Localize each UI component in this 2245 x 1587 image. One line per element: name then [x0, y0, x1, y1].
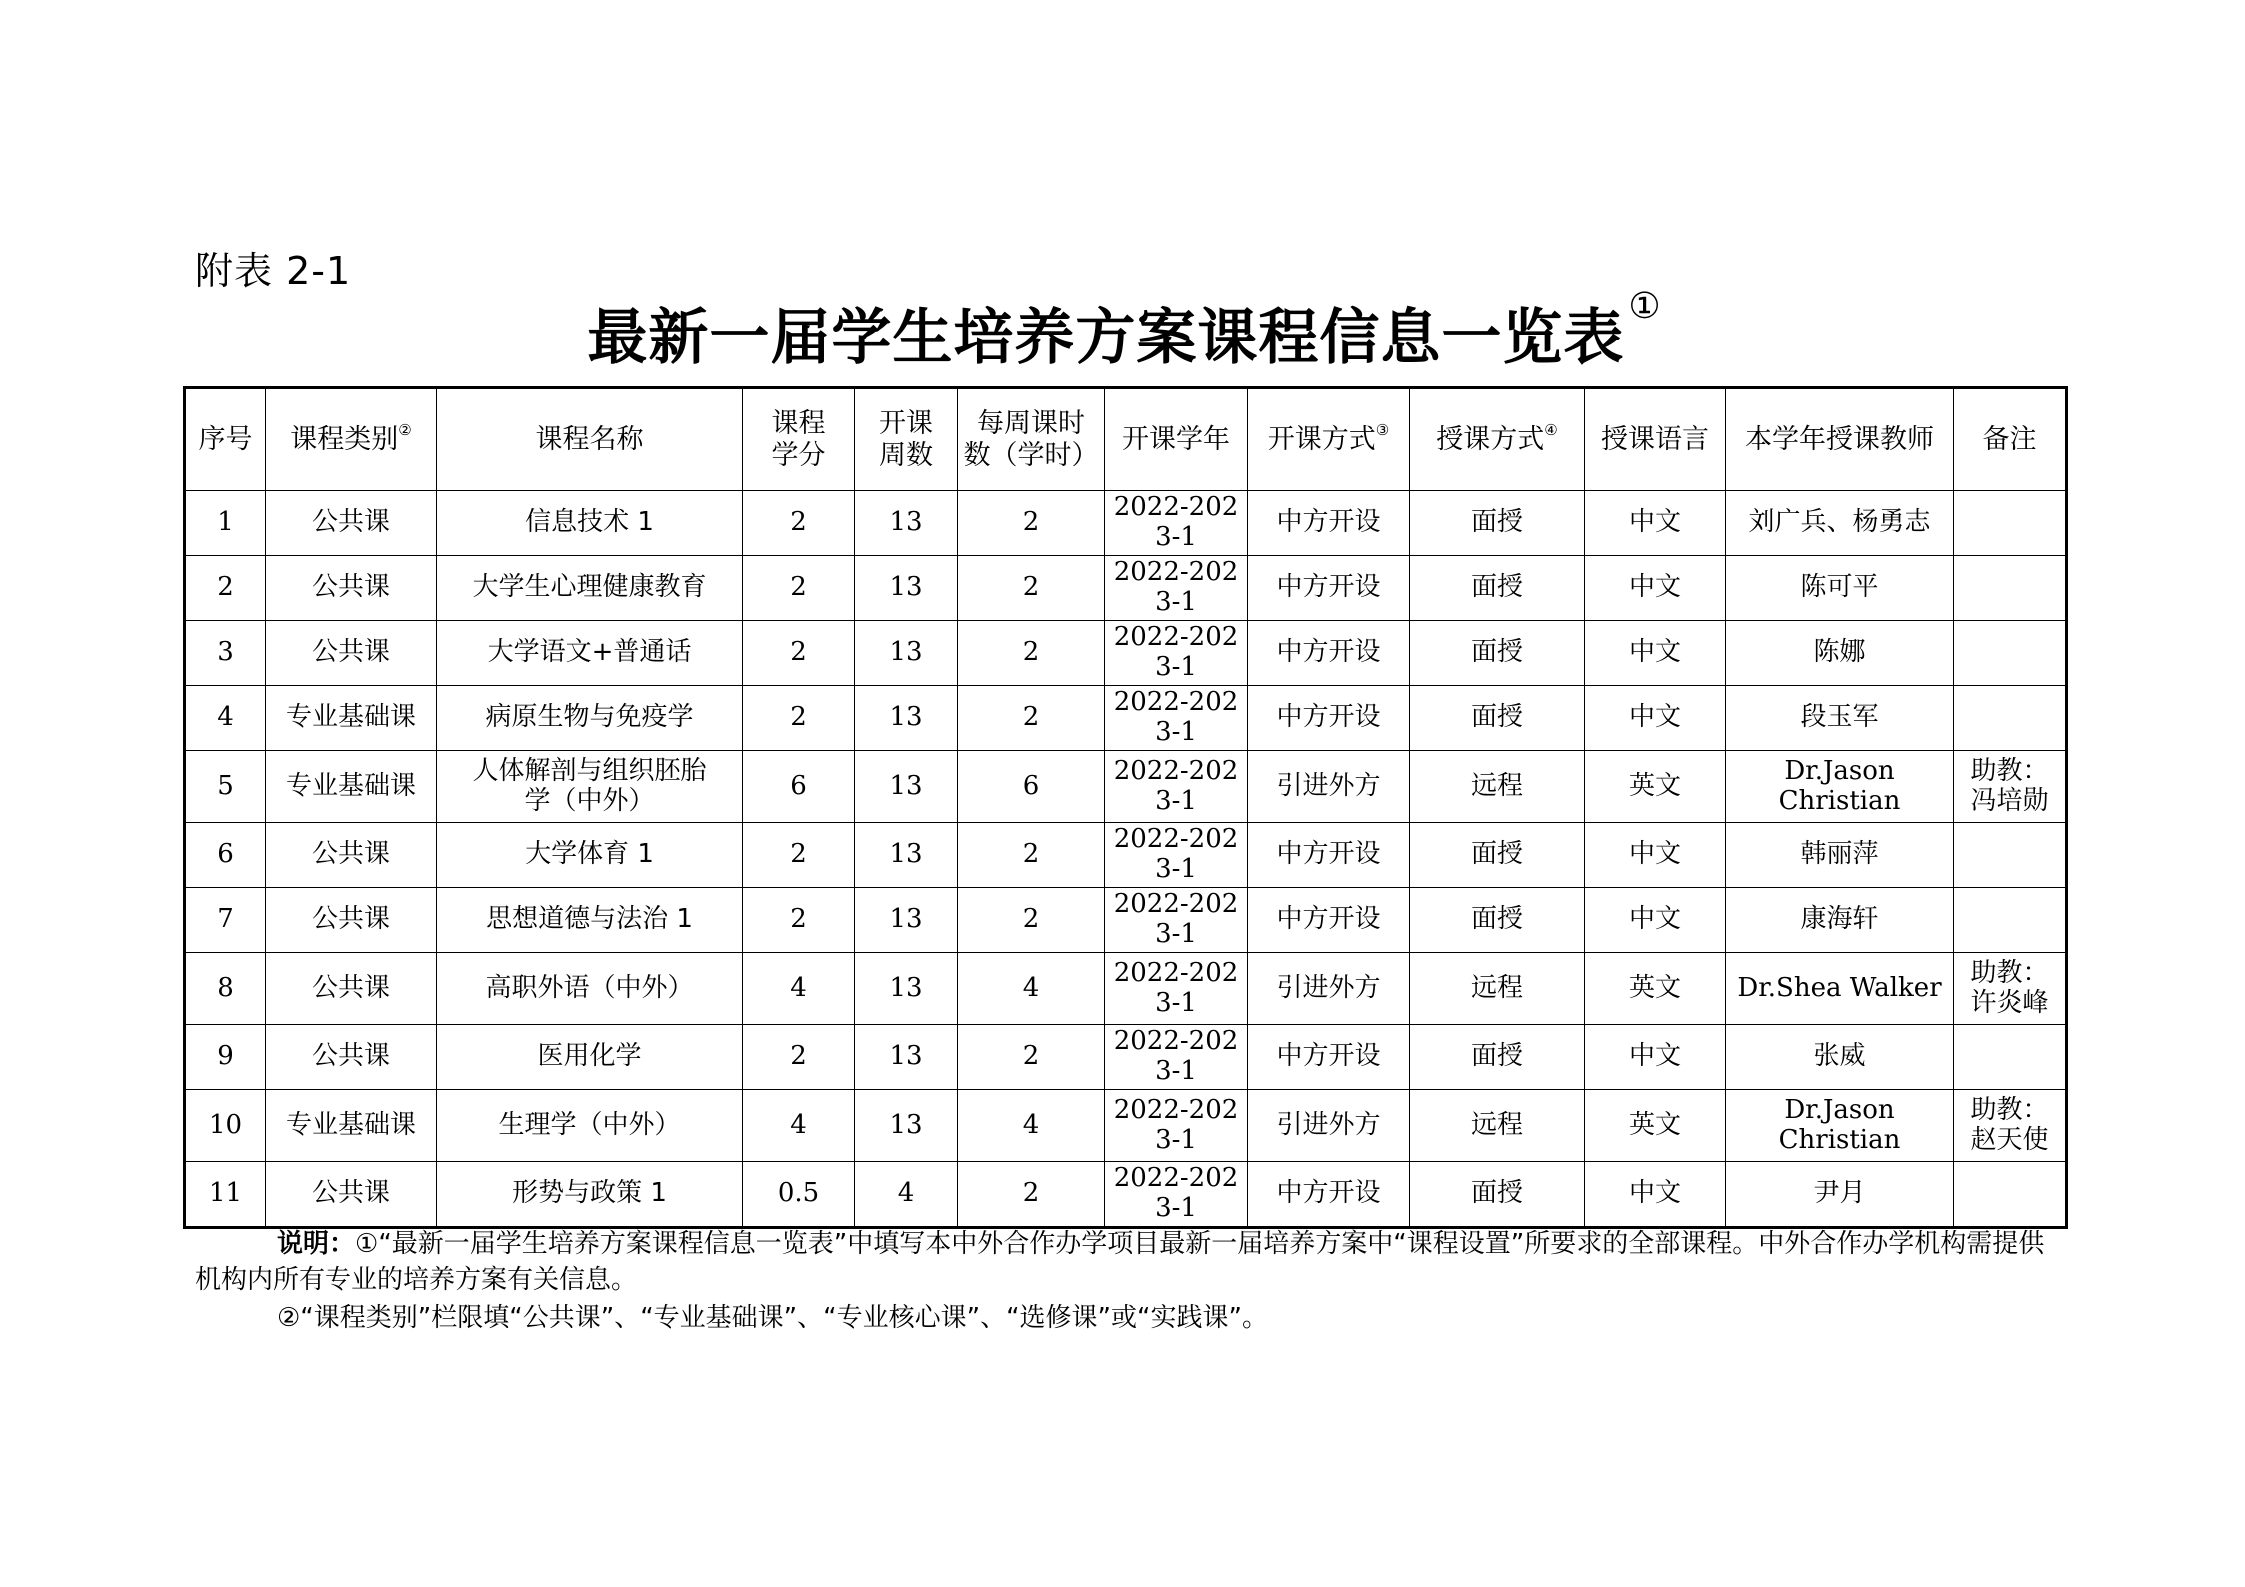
header-category: [266, 388, 437, 491]
header-weeks-l1: 开课: [879, 408, 933, 440]
cell-language: 英文: [1585, 1090, 1726, 1162]
cell-year-l1: 2022-202: [1113, 622, 1239, 653]
cell-no: 3: [185, 621, 266, 686]
cell-name-l1: 大学生心理健康教育: [472, 572, 707, 603]
cell-year-l1: 2022-202: [1113, 755, 1239, 786]
cell-year-l2: 3-1: [1155, 919, 1197, 949]
cell-language: 中文: [1585, 823, 1726, 888]
cell-category: 公共课: [266, 823, 437, 888]
cell-hours: 4: [958, 953, 1105, 1025]
cell-year-l2: 3-1: [1155, 1124, 1197, 1155]
header-hours: [958, 388, 1105, 491]
cell-hours: 2: [958, 556, 1105, 621]
cell-language: 英文: [1585, 953, 1726, 1025]
cell-teacher-l1: 段玉军: [1800, 702, 1879, 733]
cell-year: [1105, 621, 1248, 686]
cell-remark: [1954, 621, 2067, 686]
table-row: [185, 823, 2067, 888]
cell-language: 英文: [1585, 751, 1726, 823]
cell-teacher-l2: Christian: [1778, 1124, 1901, 1155]
cell-remark: [1954, 1090, 2067, 1162]
header-method: [1248, 388, 1410, 491]
cell-language: 中文: [1585, 621, 1726, 686]
cell-teacher: [1726, 953, 1954, 1025]
cell-year: [1105, 888, 1248, 953]
cell-remark: [1954, 1162, 2067, 1228]
header-method-label: 开课方式: [1267, 423, 1376, 455]
cell-remark: [1954, 1025, 2067, 1090]
cell-category: 公共课: [266, 1162, 437, 1228]
cell-weeks: 13: [855, 1090, 958, 1162]
cell-method: 中方开设: [1248, 491, 1410, 556]
header-weeks: [855, 388, 958, 491]
cell-name-l1: 医用化学: [537, 1041, 642, 1072]
cell-hours: 2: [958, 686, 1105, 751]
cell-no: 7: [185, 888, 266, 953]
cell-mode: 面授: [1410, 823, 1585, 888]
cell-credit: 2: [743, 888, 855, 953]
cell-method: 引进外方: [1248, 953, 1410, 1025]
cell-teacher-l2: Christian: [1778, 785, 1901, 816]
cell-weeks: 13: [855, 1025, 958, 1090]
cell-language: 中文: [1585, 1162, 1726, 1228]
cell-mode: 面授: [1410, 888, 1585, 953]
cell-category: 专业基础课: [266, 751, 437, 823]
cell-weeks: 13: [855, 953, 958, 1025]
cell-mode: 远程: [1410, 751, 1585, 823]
cell-credit: 6: [743, 751, 855, 823]
cell-hours: 2: [958, 621, 1105, 686]
note-2: ②“课程类别”栏限填“公共课”、“专业基础课”、“专业核心课”、“选修课”或“实践课”。: [277, 1303, 1268, 1333]
table-row: [185, 556, 2067, 621]
cell-no: 6: [185, 823, 266, 888]
table-row: [185, 888, 2067, 953]
cell-no: 9: [185, 1025, 266, 1090]
cell-remark-l1: 助教：: [1970, 957, 2049, 988]
cell-mode: 远程: [1410, 953, 1585, 1025]
cell-credit: 2: [743, 491, 855, 556]
cell-year-l1: 2022-202: [1113, 1163, 1239, 1194]
cell-year: [1105, 1162, 1248, 1228]
note-1-text: ①“最新一届学生培养方案课程信息一览表”中填写本中外合作办学项目最新一届培养方案中“课程设置”所要求的全部课程。中外合作办学机构需提供机构内所有专业的培养方案有关信息。: [195, 1229, 2045, 1295]
cell-hours: 2: [958, 491, 1105, 556]
cell-teacher: [1726, 621, 1954, 686]
cell-year-l1: 2022-202: [1113, 1094, 1239, 1125]
cell-mode: 面授: [1410, 1162, 1585, 1228]
cell-remark-l1: 助教：: [1970, 1094, 2049, 1125]
cell-method: 中方开设: [1248, 823, 1410, 888]
cell-teacher-l1: Dr.Jason: [1784, 755, 1895, 786]
table-row: [185, 686, 2067, 751]
header-no: 序号: [185, 388, 266, 491]
table-row: [185, 751, 2067, 823]
cell-remark: [1954, 823, 2067, 888]
cell-method: 中方开设: [1248, 1025, 1410, 1090]
cell-hours: 4: [958, 1090, 1105, 1162]
table-row: [185, 491, 2067, 556]
cell-category: 专业基础课: [266, 686, 437, 751]
header-hours-l2: 数（学时）: [963, 439, 1099, 471]
cell-teacher-l1: 张威: [1813, 1041, 1866, 1072]
cell-year-l2: 3-1: [1155, 854, 1197, 884]
cell-teacher: [1726, 823, 1954, 888]
cell-teacher: [1726, 556, 1954, 621]
cell-name-l2: 学（中外）: [524, 785, 655, 816]
notes-label: 说明：: [277, 1229, 356, 1259]
cell-name: [437, 1090, 743, 1162]
cell-weeks: 4: [855, 1162, 958, 1228]
cell-year-l1: 2022-202: [1113, 557, 1239, 588]
cell-teacher: [1726, 1090, 1954, 1162]
cell-category: 专业基础课: [266, 1090, 437, 1162]
cell-year-l2: 3-1: [1155, 652, 1197, 682]
cell-name: [437, 888, 743, 953]
cell-no: 1: [185, 491, 266, 556]
cell-weeks: 13: [855, 686, 958, 751]
cell-remark: [1954, 491, 2067, 556]
cell-category: 公共课: [266, 1025, 437, 1090]
header-remark: 备注: [1954, 388, 2067, 491]
course-table: [183, 386, 2068, 1229]
cell-teacher: [1726, 751, 1954, 823]
table-row: [185, 621, 2067, 686]
cell-method: 引进外方: [1248, 751, 1410, 823]
cell-teacher-l1: 陈可平: [1800, 572, 1879, 603]
cell-method: 引进外方: [1248, 1090, 1410, 1162]
cell-teacher: [1726, 491, 1954, 556]
table-row: [185, 1162, 2067, 1228]
note-1: [195, 1226, 2065, 1298]
cell-no: 10: [185, 1090, 266, 1162]
cell-category: 公共课: [266, 621, 437, 686]
cell-year: [1105, 823, 1248, 888]
cell-year-l1: 2022-202: [1113, 492, 1239, 523]
cell-name-l1: 生理学（中外）: [498, 1109, 681, 1140]
cell-year-l1: 2022-202: [1113, 687, 1239, 718]
header-credit: [743, 388, 855, 491]
table-header-row: [185, 388, 2067, 491]
cell-name-l1: 病原生物与免疫学: [485, 702, 694, 733]
cell-weeks: 13: [855, 556, 958, 621]
cell-credit: 4: [743, 953, 855, 1025]
page-title: [0, 286, 2245, 376]
cell-remark: [1954, 888, 2067, 953]
cell-teacher: [1726, 1162, 1954, 1228]
cell-category: 公共课: [266, 953, 437, 1025]
table-notes: [195, 1226, 2065, 1336]
header-year: 开课学年: [1105, 388, 1248, 491]
cell-name-l1: 大学体育 1: [525, 839, 654, 870]
cell-year-l2: 3-1: [1155, 1193, 1197, 1223]
cell-no: 5: [185, 751, 266, 823]
table-row: [185, 1025, 2067, 1090]
cell-teacher-l1: 刘广兵、杨勇志: [1748, 507, 1931, 538]
header-language: 授课语言: [1585, 388, 1726, 491]
cell-method: 中方开设: [1248, 888, 1410, 953]
cell-hours: 6: [958, 751, 1105, 823]
cell-year-l2: 3-1: [1155, 987, 1197, 1018]
cell-weeks: 13: [855, 823, 958, 888]
cell-method: 中方开设: [1248, 686, 1410, 751]
cell-no: 4: [185, 686, 266, 751]
page-title-text: 最新一届学生培养方案课程信息一览表: [587, 303, 1625, 373]
cell-name-l1: 大学语文+普通话: [487, 637, 692, 668]
cell-no: 11: [185, 1162, 266, 1228]
cell-mode: 面授: [1410, 686, 1585, 751]
cell-remark-l1: 助教：: [1970, 755, 2049, 786]
cell-teacher-l1: Dr.Jason: [1784, 1094, 1895, 1125]
cell-hours: 2: [958, 823, 1105, 888]
header-credit-l1: 课程: [771, 408, 826, 440]
header-name: 课程名称: [437, 388, 743, 491]
header-mode-label: 授课方式: [1436, 423, 1545, 455]
cell-year: [1105, 751, 1248, 823]
cell-hours: 2: [958, 1025, 1105, 1090]
cell-name-l1: 高职外语（中外）: [485, 972, 694, 1003]
table-caption: 附表 2-1: [195, 249, 352, 293]
cell-teacher: [1726, 888, 1954, 953]
cell-name: [437, 823, 743, 888]
cell-year: [1105, 556, 1248, 621]
cell-method: 中方开设: [1248, 621, 1410, 686]
cell-weeks: 13: [855, 491, 958, 556]
header-credit-l2: 学分: [771, 439, 826, 471]
cell-remark: [1954, 953, 2067, 1025]
cell-credit: 2: [743, 621, 855, 686]
cell-name-l1: 人体解剖与组织胚胎: [472, 755, 707, 786]
cell-year-l1: 2022-202: [1113, 1026, 1239, 1057]
header-method-mark: ③: [1375, 420, 1390, 439]
cell-name: [437, 621, 743, 686]
cell-name: [437, 1025, 743, 1090]
cell-year-l1: 2022-202: [1113, 889, 1239, 920]
cell-language: 中文: [1585, 686, 1726, 751]
cell-credit: 2: [743, 823, 855, 888]
cell-name-l1: 信息技术 1: [525, 507, 654, 538]
cell-year-l2: 3-1: [1155, 717, 1197, 747]
cell-name-l1: 形势与政策 1: [512, 1178, 667, 1209]
cell-remark-l2: 冯培勋: [1970, 785, 2049, 816]
cell-teacher-l1: Dr.Shea Walker: [1737, 972, 1942, 1003]
cell-year: [1105, 491, 1248, 556]
cell-remark: [1954, 686, 2067, 751]
cell-category: 公共课: [266, 556, 437, 621]
cell-remark-l2: 赵天使: [1970, 1124, 2049, 1155]
cell-year-l1: 2022-202: [1113, 824, 1239, 855]
cell-teacher-l1: 康海轩: [1800, 904, 1879, 935]
cell-remark: [1954, 751, 2067, 823]
cell-language: 中文: [1585, 888, 1726, 953]
cell-teacher-l1: 尹月: [1813, 1178, 1866, 1209]
header-hours-l1: 每周课时: [977, 408, 1085, 440]
cell-name-l1: 思想道德与法治 1: [486, 904, 693, 935]
header-weeks-l2: 周数: [879, 439, 933, 471]
cell-teacher-l1: 韩丽萍: [1800, 839, 1879, 870]
cell-language: 中文: [1585, 1025, 1726, 1090]
cell-year: [1105, 1025, 1248, 1090]
cell-credit: 2: [743, 1025, 855, 1090]
cell-remark-l2: 许炎峰: [1970, 987, 2049, 1018]
cell-name: [437, 686, 743, 751]
header-mode: [1410, 388, 1585, 491]
table-row: [185, 1090, 2067, 1162]
cell-mode: 面授: [1410, 1025, 1585, 1090]
cell-mode: 面授: [1410, 621, 1585, 686]
header-category-label: 课程类别: [290, 423, 399, 455]
cell-teacher-l1: 陈娜: [1813, 637, 1866, 668]
cell-year-l2: 3-1: [1155, 522, 1197, 552]
cell-category: 公共课: [266, 888, 437, 953]
cell-method: 中方开设: [1248, 556, 1410, 621]
cell-teacher: [1726, 1025, 1954, 1090]
cell-credit: 4: [743, 1090, 855, 1162]
cell-no: 2: [185, 556, 266, 621]
header-teacher: 本学年授课教师: [1726, 388, 1954, 491]
cell-hours: 2: [958, 888, 1105, 953]
cell-language: 中文: [1585, 491, 1726, 556]
title-footnote-mark: ①: [1628, 286, 1662, 327]
cell-remark: [1954, 556, 2067, 621]
cell-year-l2: 3-1: [1155, 1056, 1197, 1086]
cell-name: [437, 953, 743, 1025]
cell-year: [1105, 953, 1248, 1025]
cell-name: [437, 751, 743, 823]
cell-weeks: 13: [855, 888, 958, 953]
cell-weeks: 13: [855, 751, 958, 823]
table-row: [185, 953, 2067, 1025]
cell-no: 8: [185, 953, 266, 1025]
cell-teacher: [1726, 686, 1954, 751]
header-category-mark: ②: [398, 420, 412, 439]
cell-method: 中方开设: [1248, 1162, 1410, 1228]
cell-category: 公共课: [266, 491, 437, 556]
header-mode-mark: ④: [1544, 420, 1558, 439]
cell-credit: 2: [743, 556, 855, 621]
cell-year: [1105, 686, 1248, 751]
cell-mode: 面授: [1410, 556, 1585, 621]
cell-name: [437, 1162, 743, 1228]
cell-mode: 面授: [1410, 491, 1585, 556]
cell-hours: 2: [958, 1162, 1105, 1228]
cell-year-l1: 2022-202: [1113, 957, 1239, 988]
cell-credit: 0.5: [743, 1162, 855, 1228]
cell-weeks: 13: [855, 621, 958, 686]
cell-name: [437, 556, 743, 621]
cell-credit: 2: [743, 686, 855, 751]
cell-name: [437, 491, 743, 556]
cell-year-l2: 3-1: [1155, 785, 1197, 816]
cell-language: 中文: [1585, 556, 1726, 621]
cell-year: [1105, 1090, 1248, 1162]
cell-year-l2: 3-1: [1155, 587, 1197, 617]
cell-mode: 远程: [1410, 1090, 1585, 1162]
